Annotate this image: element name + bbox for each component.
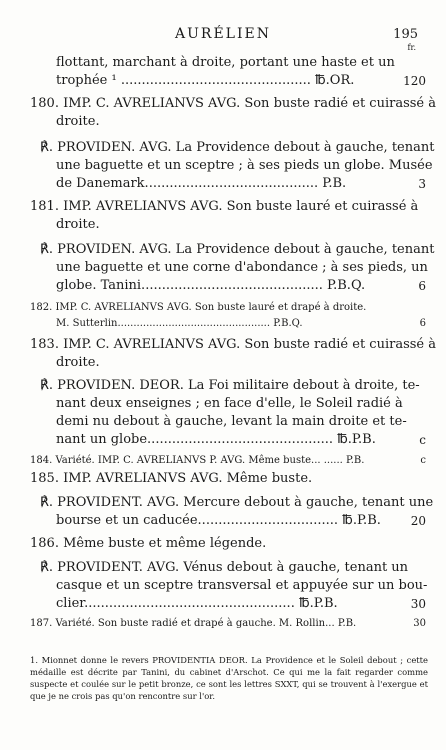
line-text: flottant, marchant à droite, portant une haste et un xyxy=(56,55,395,70)
line-text: nant un globe............................................. ℔.P.B. xyxy=(56,432,376,447)
text-line xyxy=(0,559,446,577)
text-line xyxy=(0,336,446,354)
text-line xyxy=(0,512,446,530)
line-text: ℟. PROVIDEN. AVG. La Providence debout à gauche, tenant xyxy=(40,242,435,257)
text-line xyxy=(0,175,446,193)
page-number: 195 xyxy=(393,27,418,42)
line-text: ℟. PROVIDENT. AVG. Vénus debout à gauche, tenant un xyxy=(40,560,409,575)
text-line xyxy=(0,535,446,553)
text-line xyxy=(0,453,446,471)
line-text: 180. IMP. C. AVRELIANVS AVG. Son buste radié et cuirassé à xyxy=(30,96,436,111)
line-text: une baguette et une corne d'abondance ; à ses pieds, un xyxy=(56,260,428,275)
price-value: 3 xyxy=(418,177,426,191)
running-title: AURÉLIEN xyxy=(175,26,271,42)
text-line xyxy=(0,431,446,449)
line-text: 182. IMP. C. AVRELIANVS AVG. Son buste lauré et drapé à droite. xyxy=(30,302,367,313)
text-line xyxy=(0,113,446,131)
price-value: 120 xyxy=(403,74,426,88)
price-value: 6 xyxy=(418,279,426,293)
text-line xyxy=(0,72,446,90)
line-text: droite. xyxy=(56,355,100,370)
price-value: c xyxy=(419,433,426,447)
line-text: bourse et un caducée.................................. ℔.P.B. xyxy=(56,513,381,528)
price-unit: fr. xyxy=(407,43,416,52)
line-text: de Danemark.......................................... P.B. xyxy=(56,176,347,191)
text-line xyxy=(0,157,446,175)
text-line xyxy=(0,577,446,595)
line-text: demi nu debout à gauche, levant la main droite et te- xyxy=(56,414,407,429)
text-line xyxy=(0,139,446,157)
text-line xyxy=(0,198,446,216)
line-text: 186. Même buste et même légende. xyxy=(30,536,267,551)
text-line xyxy=(0,259,446,277)
text-line xyxy=(0,494,446,512)
text-line xyxy=(0,377,446,395)
line-text: M. Sutterlin................................................ P.B.Q. xyxy=(56,318,303,329)
line-text: casque et un sceptre transversal et appuyée sur un bou- xyxy=(56,578,428,593)
line-text: droite. xyxy=(56,114,100,129)
line-text: clier................................................... ℔.P.B. xyxy=(56,596,338,611)
footnote: 1. Mionnet donne le revers PROVIDENTIA DEOR. La Providence et le Soleil debout ; cette médaille est décrite par Tanini, du cabinet d'Arschot. Ce qui me la fait regarder comme suspecte et coulée sur le petit bronze, ce sont les lettres SXXT, qui se trouvent à l'exergue et que je ne crois pas qu'on rencontre sur l'or. xyxy=(30,655,428,701)
line-text: ℟. PROVIDEN. DEOR. La Foi militaire debout à droite, te- xyxy=(40,378,420,393)
price-value: 30 xyxy=(410,597,426,611)
text-line xyxy=(0,595,446,613)
line-text: 183. IMP. C. AVRELIANVS AVG. Son buste radié et cuirassé à xyxy=(30,337,436,352)
text-line xyxy=(0,354,446,372)
text-line xyxy=(0,470,446,488)
text-line xyxy=(0,413,446,431)
line-text: 185. IMP. AVRELIANVS AVG. Même buste. xyxy=(30,471,313,486)
price-value: 30 xyxy=(413,618,426,629)
line-text: une baguette et un sceptre ; à ses pieds un globe. Musée xyxy=(56,158,433,173)
line-text: 187. Variété. Son buste radié et drapé à gauche. M. Rollin... P.B. xyxy=(30,618,357,629)
line-text: ℟. PROVIDENT. AVG. Mercure debout à gauche, tenant une xyxy=(40,495,434,510)
price-value: 20 xyxy=(410,514,426,528)
line-text: ℟. PROVIDEN. AVG. La Providence debout à gauche, tenant xyxy=(40,140,435,155)
text-line xyxy=(0,395,446,413)
text-line xyxy=(0,54,446,72)
line-text: droite. xyxy=(56,217,100,232)
page-header xyxy=(0,26,446,52)
text-line xyxy=(0,95,446,113)
line-text: nant deux enseignes ; en face d'elle, le Soleil radié à xyxy=(56,396,403,411)
price-value: 6 xyxy=(419,318,426,329)
text-line xyxy=(0,616,446,634)
text-line xyxy=(0,316,446,334)
line-text: 181. IMP. AVRELIANVS AVG. Son buste lauré et cuirassé à xyxy=(30,199,419,214)
text-line xyxy=(0,216,446,234)
line-text: 184. Variété. IMP. C. AVRELIANVS P. AVG. Même buste... ...... P.B. xyxy=(30,455,365,466)
text-line xyxy=(0,241,446,259)
price-value: c xyxy=(420,455,426,466)
line-text: globe. Tanini............................................ P.B.Q. xyxy=(56,278,366,293)
text-line xyxy=(0,277,446,295)
line-text: trophée ¹ .............................................. ℔.OR. xyxy=(56,73,355,88)
